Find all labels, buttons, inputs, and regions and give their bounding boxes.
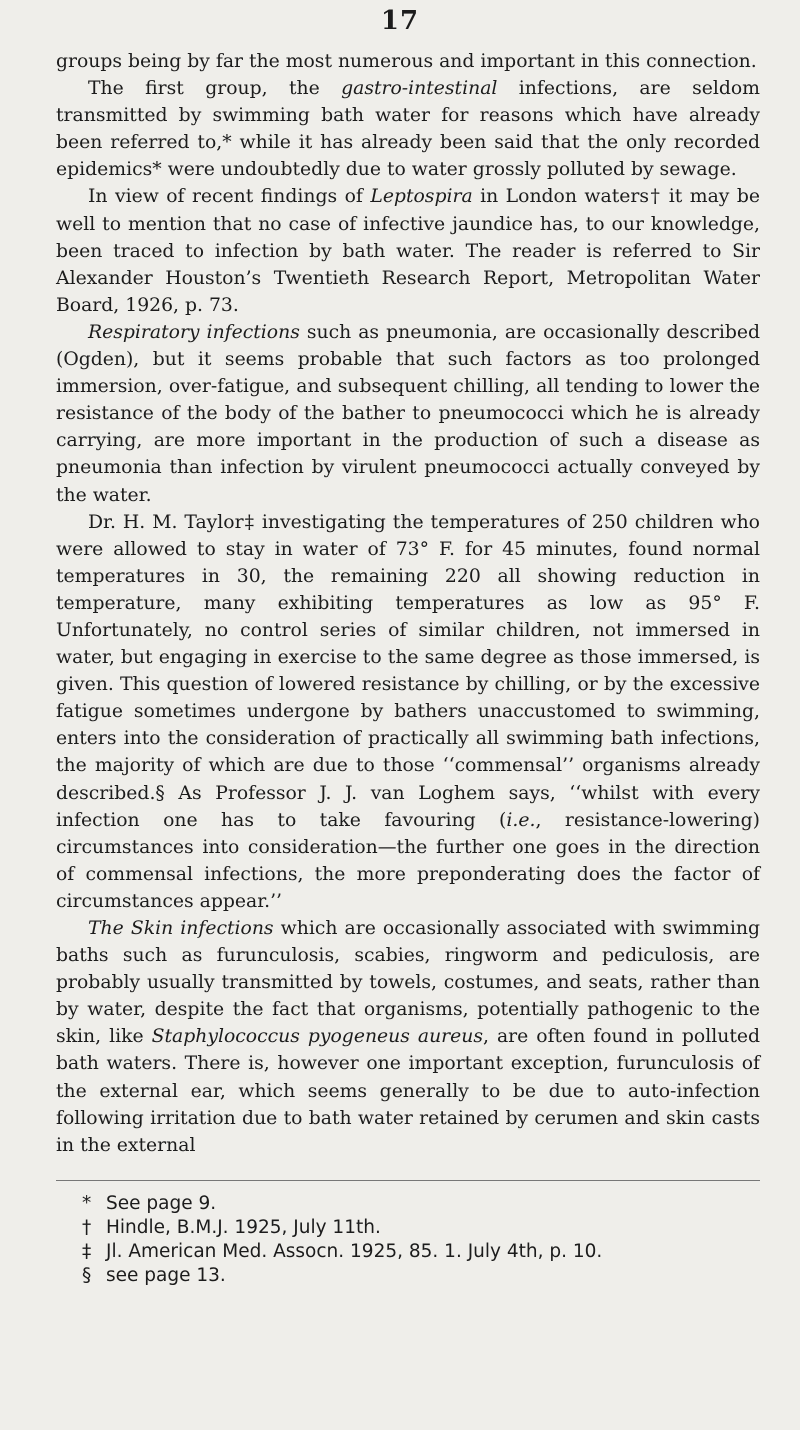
paragraph [56, 75, 760, 183]
paragraph [56, 509, 760, 915]
italic-text: Respiratory infections [88, 321, 300, 343]
italic-text: Leptospira [370, 186, 473, 208]
text-run: such as pneumonia, are occasionally described (Ogden), but it seems probable that such factors as too prolonged immersion, over-fatigue, and subsequent chilling, all tending to lower the resistance of the body of the bather to pneumococci which he is already carrying, are more important in the production of such a disease as pneumonia than infection by virulent pneumococci actually conveyed by the water. [56, 321, 760, 506]
footnote-text: See page 9. [106, 1193, 217, 1214]
text-run: In view of recent findings of [88, 186, 371, 208]
text-run: which are occasionally associated with swimming baths such as furunculosis, scabies, ringworm and pediculosis, are probably usually transmitted by towels, costumes, and seats, rather than by water, despite the fact that organisms, potentially pathogenic to the skin, like [56, 918, 760, 1048]
footnote [82, 1192, 732, 1216]
page-number: 17 [380, 6, 420, 36]
italic-text: Staphylococcus pyogeneus aureus [151, 1026, 484, 1048]
footnote-text: Jl. American Med. Assocn. 1925, 85. 1. July 4th, p. 10. [106, 1241, 603, 1262]
footnote [82, 1264, 732, 1288]
paragraph [56, 319, 760, 509]
text-run: , are often found in polluted bath waters. There is, however one important exception, furunculosis of the external ear, which seems generally to be due to auto-infection following irritation due to bath water retained by cerumen and skin casts in the external [56, 1026, 760, 1156]
text-run: , resistance-lowering) circumstances into consideration—the further one goes in the direction of commensal infections, the more preponderating does the factor of circumstances appear.’’ [56, 809, 760, 912]
italic-text: i.e. [506, 809, 536, 831]
text-run: infections, are seldom transmitted by swimming bath water for reasons which have already been referred to,* while it has already been said that the only recorded epidemics* were undoubtedly due to water grossly polluted by sewage. [56, 78, 760, 181]
text-run: in London waters† it may be well to mention that no case of infective jaundice has, to our knowledge, been traced to infection by bath water. The reader is referred to Sir Alexander Houston’s Twentieth Research Report, Metropolitan Water Board, 1926, p. 73. [56, 186, 760, 316]
text-run: Dr. H. M. Taylor‡ investigating the temperatures of 250 children who were allowed to stay in water of 73° F. for 45 minutes, found normal temperatures in 30, the remaining 220 all showing reduction in temperature, many exhibiting temperatures as low as 95° F. Unfortunately, no control series of similar children, not immersed in water, but engaging in exercise to the same degree as those immersed, is given. This question of lowered resistance by chilling, or by the excessive fatigue sometimes undergone by bathers unaccustomed to swimming, enters into the consideration of practically all swimming bath infections, the majority of which are due to those ‘‘commensal’’ organisms already described.§ As Professor J. J. van Loghem says, ‘‘whilst with every infection one has to take favouring ( [56, 511, 760, 831]
footnote-mark: § [82, 1265, 92, 1286]
footnote-text: see page 13. [106, 1265, 226, 1286]
paragraph [56, 183, 760, 318]
footnote-divider [56, 1180, 760, 1181]
text-run: groups being by far the most numerous and important in this connection. [56, 51, 757, 72]
italic-text: gastro-intestinal [341, 78, 498, 100]
footnote-mark: * [82, 1193, 92, 1214]
footnote-mark: † [82, 1217, 92, 1238]
body-text [56, 48, 760, 1159]
footnotes [82, 1192, 732, 1288]
footnote [82, 1216, 732, 1240]
paragraph [56, 48, 760, 75]
text-run: The first group, the [88, 78, 342, 100]
footnote-mark: ‡ [82, 1241, 92, 1262]
footnote [82, 1240, 732, 1264]
italic-text: The Skin infections [88, 918, 274, 939]
paragraph [56, 915, 760, 1159]
footnote-text: Hindle, B.M.J. 1925, July 11th. [106, 1217, 381, 1238]
